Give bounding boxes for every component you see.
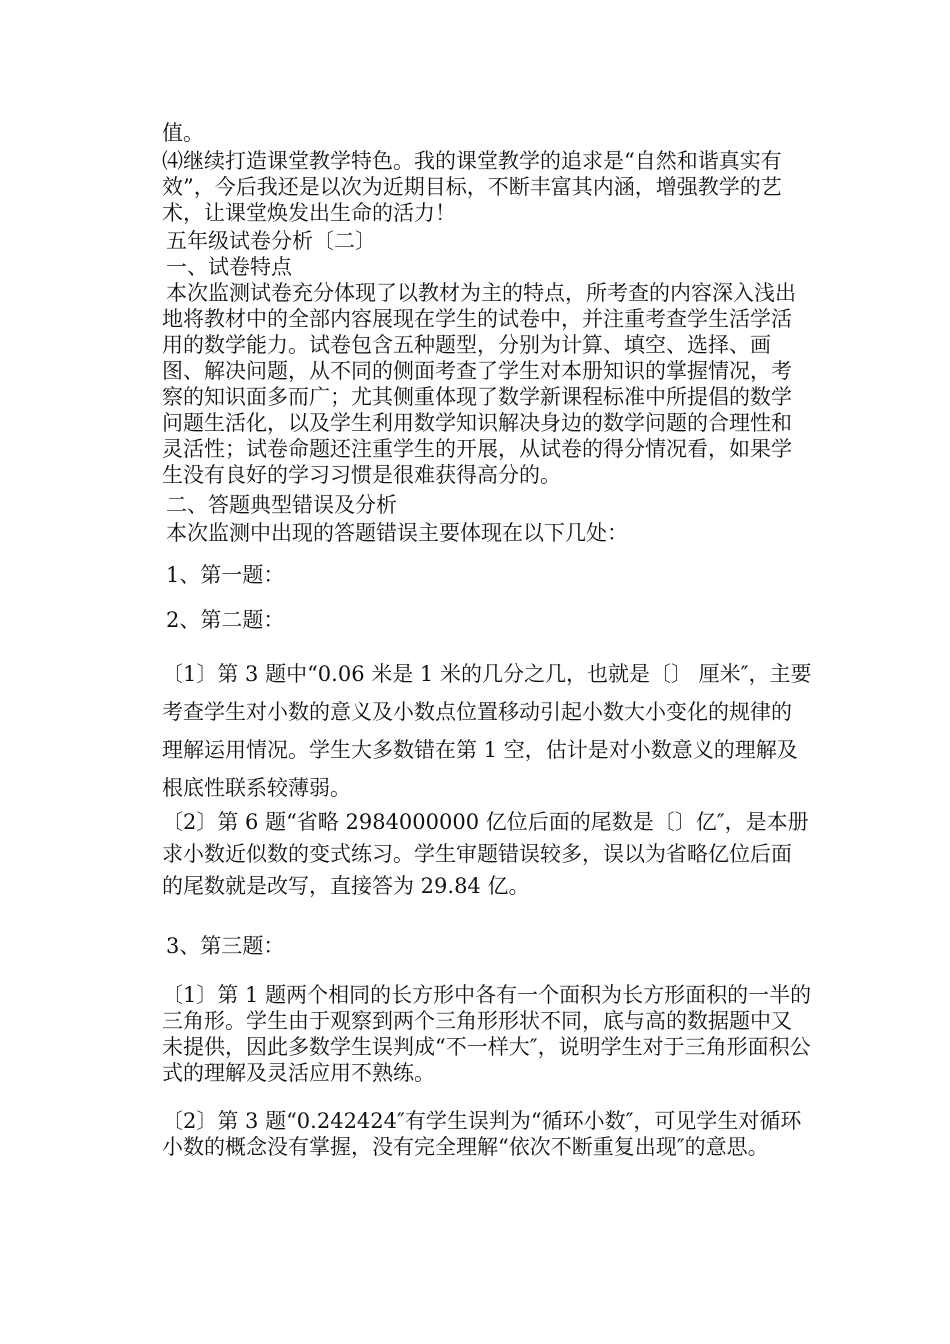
paragraph-teaching-feature: ⑷继续打造课堂教学特色。我的课堂教学的追求是“自然和谐真实有效”，今后我还是以次为近期目标，不断丰富其内涵，增强教学的艺术，让课堂焕发出生命的活力！ — [162, 149, 782, 225]
paragraph-errors-intro: 本次监测中出现的答题错误主要体现在以下几处： — [166, 521, 628, 545]
paragraph-q2-part1: 〔1〕第 3 题中“0.06 米是 1 米的几分之几，也就是〔〕 厘米″，主要考查学生对小数的意义及小数点位置移动引起小数大小变化的规律的理解运用情况。学生大多数错在第 1 空，估计是对小数意义的理解及根底性联系较薄弱。 — [162, 662, 812, 800]
section-title: 五年级试卷分析〔二〕 — [166, 229, 376, 253]
paragraph-continuation: 值。 — [162, 121, 204, 145]
item-question-one: 1、第一题： — [166, 563, 285, 587]
paragraph-q2-part2: 〔2〕第 6 题“省略 2984000000 亿位后面的尾数是〔〕亿″，是本册求小数近似数的变式练习。学生审题错误较多，误以为省略亿位后面的尾数就是改写，直接答为 29.84 亿。 — [162, 810, 809, 898]
heading-typical-errors: 二、答题典型错误及分析 — [166, 493, 397, 517]
paragraph-q3-part2: 〔2〕第 3 题“0.242424″有学生误判为“循环小数″，可见学生对循环小数的概念没有掌握，没有完全理解“依次不断重复出现″的意思。 — [162, 1109, 802, 1159]
item-question-two: 2、第二题： — [166, 608, 285, 632]
item-question-three: 3、第三题： — [166, 934, 285, 958]
heading-exam-features: 一、试卷特点 — [166, 255, 292, 279]
paragraph-exam-features: 本次监测试卷充分体现了以教材为主的特点，所考查的内容深入浅出地将教材中的全部内容展现在学生的试卷中，并注重考查学生活学活用的数学能力。试卷包含五种题型，分别为计算、填空、选择、画图、解决问题，从不同的侧面考查了学生对本册知识的掌握情况，考察的知识面多而广；尤其侧重体现了数学新课程标准中所提倡的数学问题生活化，以及学生利用数学知识解决身边的数学问题的合理性和灵活性；试卷命题还注重学生的开展，从试卷的得分情况看，如果学生没有良好的学习习惯是很难获得高分的。 — [162, 281, 796, 487]
paragraph-q3-part1: 〔1〕第 1 题两个相同的长方形中各有一个面积为长方形面积的一半的三角形。学生由于观察到两个三角形形状不同，底与高的数据题中又未提供，因此多数学生误判成“不一样大″，说明学生对于三角形面积公式的理解及灵活应用不熟练。 — [162, 983, 812, 1085]
